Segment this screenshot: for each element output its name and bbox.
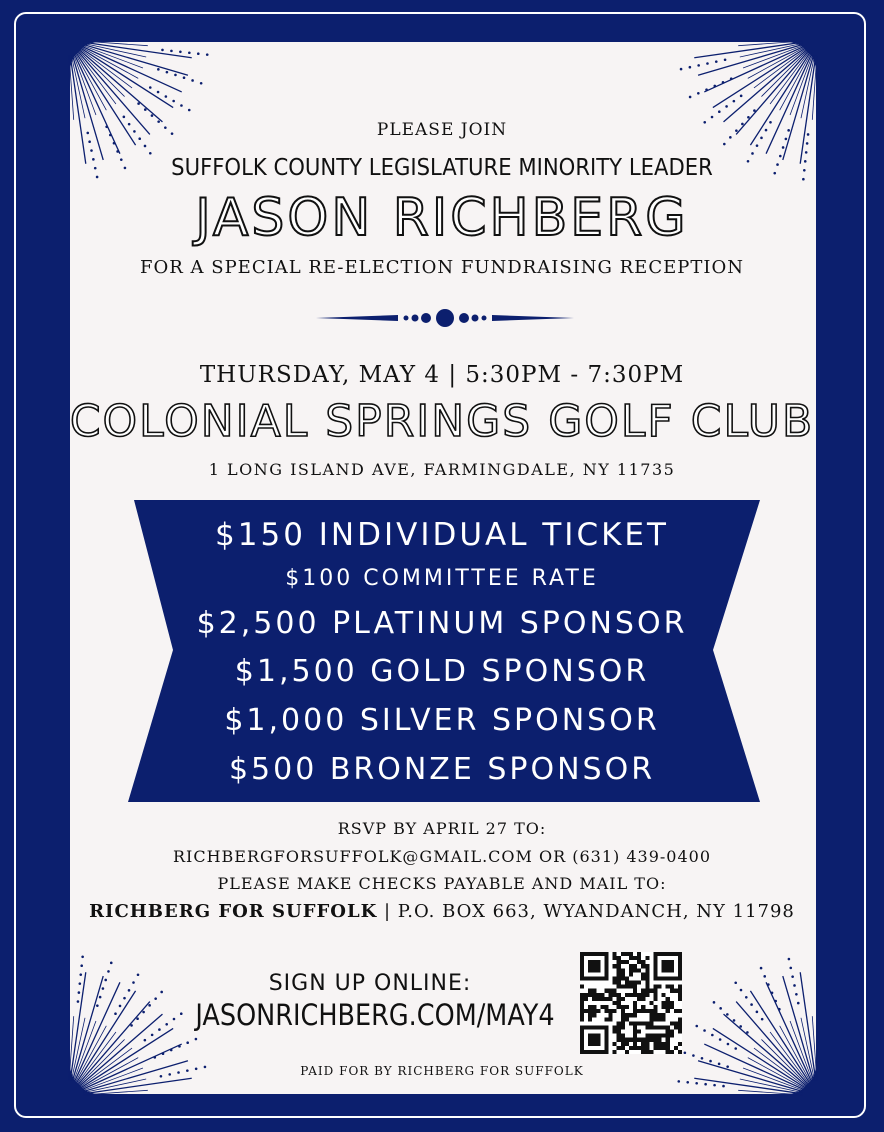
ticket-tier: $500 BRONZE SPONSOR: [228, 752, 656, 787]
payee-name: RICHBERG FOR SUFFOLK: [89, 901, 378, 922]
rsvp-deadline: RSVP BY APRIL 27 TO:: [337, 819, 547, 838]
ticket-tier: $1,500 GOLD SPONSOR: [234, 654, 650, 689]
venue-name: COLONIAL SPRINGS GOLF CLUB: [69, 396, 815, 447]
signup-url-link[interactable]: JASONRICHBERG.COM/MAY4: [195, 998, 555, 1032]
signup-label: SIGN UP ONLINE:: [268, 971, 472, 996]
rsvp-contact[interactable]: RICHBERGFORSUFFOLK@GMAIL.COM OR (631) 439-0400: [172, 847, 712, 866]
qr-code-icon[interactable]: [580, 952, 682, 1054]
please-join-text: PLEASE JOIN: [376, 120, 508, 140]
ticket-tier: $150 INDIVIDUAL TICKET: [215, 517, 669, 553]
mailing-address: [0, 901, 884, 922]
ticket-tier: $1,000 SILVER SPONSOR: [224, 703, 660, 738]
ticket-tier: $2,500 PLATINUM SPONSOR: [196, 606, 688, 641]
ticket-tier: $100 COMMITTEE RATE: [285, 566, 599, 591]
candidate-title: SUFFOLK COUNTY LEGISLATURE MINORITY LEADER: [171, 155, 713, 181]
ornamental-divider: [316, 305, 574, 331]
paid-for-disclaimer: PAID FOR BY RICHBERG FOR SUFFOLK: [300, 1064, 584, 1078]
event-date-time: THURSDAY, MAY 4 | 5:30PM - 7:30PM: [199, 362, 685, 388]
po-box-address: | P.O. BOX 663, WYANDANCH, NY 11798: [377, 901, 795, 922]
venue-address: 1 LONG ISLAND AVE, FARMINGDALE, NY 11735: [208, 460, 676, 479]
event-subtitle: FOR A SPECIAL RE-ELECTION FUNDRAISING RECEPTION: [140, 257, 744, 278]
checks-instruction: PLEASE MAKE CHECKS PAYABLE AND MAIL TO:: [217, 874, 667, 893]
candidate-name: JASON RICHBERG: [195, 188, 689, 248]
